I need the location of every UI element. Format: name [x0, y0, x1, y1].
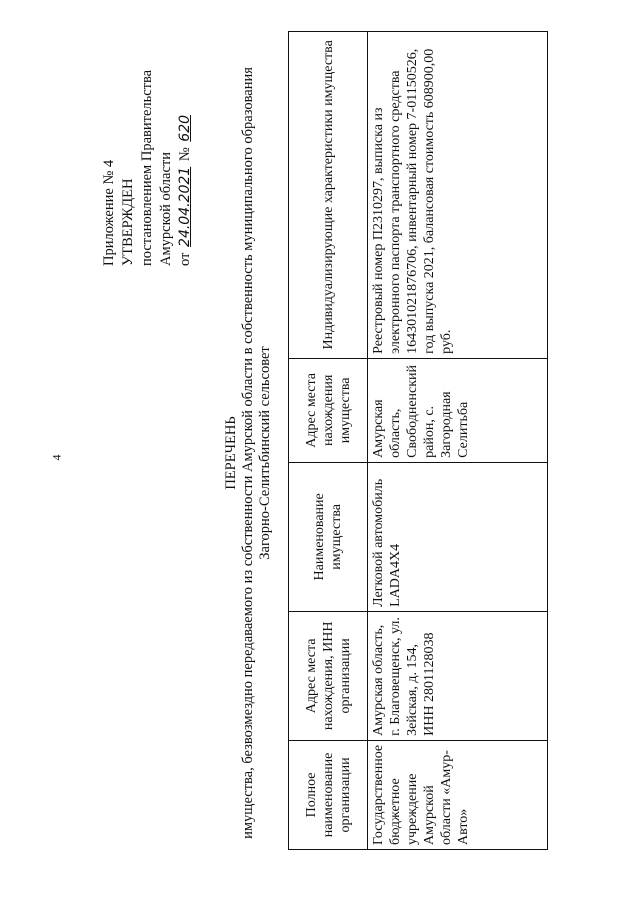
date-prefix: от: [177, 252, 193, 266]
table-header-row: [289, 31, 368, 849]
cell-property-details: Реестровый номер П2310297, выписка из электронного паспорта транспортного средства 164301021876706, инвентарный номер 7-01150526, год выпуска 2021, балансовая стоимость 608900,00 руб.: [368, 31, 548, 358]
handwritten-number: 620: [177, 114, 193, 142]
header-org-address: Адрес места нахождения, ИНН организации: [289, 611, 368, 740]
cell-org-name: Государственное бюджетное учреждение Амурской области «Амур-Авто»: [368, 740, 548, 849]
number-prefix: №: [177, 147, 193, 162]
cell-property-address: Амурская область, Свободненский район, с. Загородная Селитьба: [368, 358, 548, 462]
approval-stamp: [100, 36, 195, 266]
header-property-address: Адрес места нахождения имущества: [289, 358, 368, 462]
date-number-line: [176, 36, 195, 266]
cell-org-address: Амурская область, г. Благовещенск, ул. Зейская, д. 154, ИНН 2801128038: [368, 611, 548, 740]
header-org-name: Полное наименование организации: [289, 740, 368, 849]
landscape-page: [30, 28, 610, 878]
page-number: 4: [49, 454, 64, 461]
header-property-name: Наименование имущества: [289, 462, 368, 611]
title-line-2: Загорно-Селитьбинский сельсовет: [257, 346, 273, 560]
cell-property-name: Легковой автомобиль LADA4X4: [368, 462, 548, 611]
property-table: [288, 31, 548, 850]
header-property-details: Индивидуализирующие характеристики имущества: [289, 31, 368, 358]
title-heading: ПЕРЕЧЕНЬ: [223, 416, 239, 490]
table-row: [368, 31, 548, 849]
region-line: Амурской области: [158, 152, 174, 266]
title-line-1: имущества, безвозмездно передаваемого из собственности Амурской области в собственность муниципального образования: [240, 67, 256, 839]
handwritten-date: 24.04.2021: [177, 166, 193, 247]
appendix-number: Приложение № 4: [101, 159, 117, 266]
document-title: [223, 28, 274, 878]
approved-label: УТВЕРЖДЕН: [120, 178, 136, 266]
approved-by-line: постановлением Правительства: [139, 69, 155, 266]
